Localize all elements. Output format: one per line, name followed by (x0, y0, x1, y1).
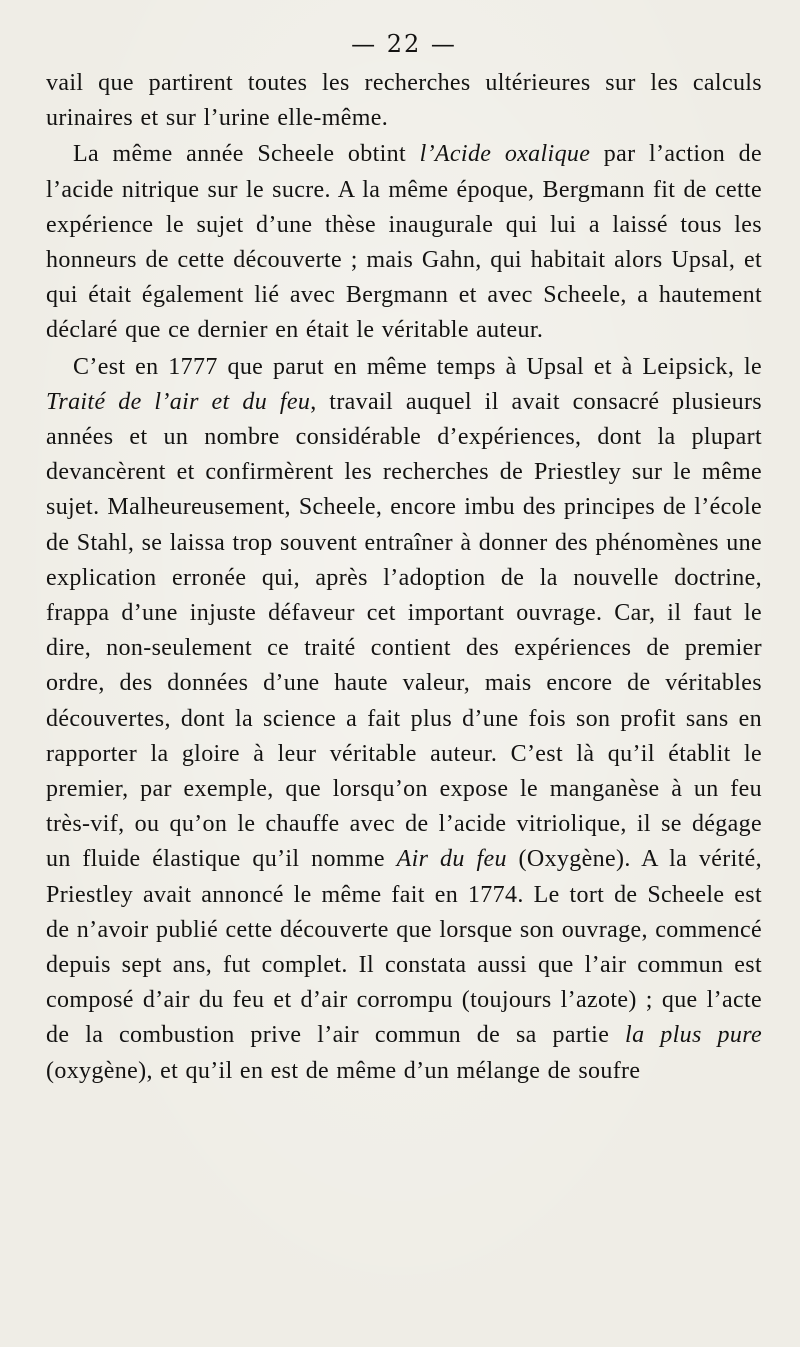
text-run: (Oxygène). A la vérité, Priestley avait annoncé le même fait en 1774. Le tort de Scheele est de n’avoir publié cette découverte que lorsque son ouvrage, commencé depuis sept ans, fut complet. Il constata aussi que l’air commun est composé d’air du feu et d’air corrompu (toujours l’azote) ; que l’acte de la combustion prive l’air commun de sa partie (46, 846, 762, 1049)
text-run: vail que partirent toutes les recherches ultérieures sur les calculs urinaires et sur l’urine elle-même. (46, 70, 762, 132)
paragraph (46, 137, 762, 348)
text-run: C’est en 1777 que parut en même temps à Upsal et à Leipsick, le (73, 353, 762, 380)
text-run: par l’action de l’acide nitrique sur le sucre. A la même époque, Bergmann fit de cette expérience le sujet d’une thèse inaugurale qui lui a laissé tous les honneurs de cette découverte ; mais Gahn, qui habitait alors Upsal, et qui était également lié avec Bergmann et avec Scheele, a hautement déclaré que ce dernier en était le véritable auteur. (46, 141, 762, 344)
page-number: — 22 — (351, 30, 457, 58)
italic-term: Air du feu (396, 846, 507, 873)
italic-title: Traité de l’air et du feu (46, 388, 311, 415)
text-run: , travail auquel il avait consacré plusieurs années et un nombre considérable d’expériences, dont la plupart devancèrent et confirmèrent les recherches de Priestley sur le même sujet. Malheureusement, Scheele, encore imbu des principes de l’école de Stahl, se laissa trop souvent entraîner à donner des phénomènes une explication erronée qui, après l’adoption de la nouvelle doctrine, frappa d’une injuste défaveur cet important ouvrage. Car, il faut le dire, non-seulement ce traité contient des expériences de premier ordre, des données d’une haute valeur, mais encore de véritables découvertes, dont la science a fait plus d’une fois son profit sans en rapporter la gloire à leur véritable auteur. C’est là qu’il établit le premier, par exemple, que lorsqu’on expose le manganèse à un feu très-vif, ou qu’on le chauffe avec de l’acide vitriolique, il se dégage un fluide élastique qu’il nomme (46, 388, 762, 873)
paragraph (46, 350, 762, 1089)
text-run: (oxygène), et qu’il en est de même d’un mélange de soufre (46, 1057, 641, 1084)
italic-term: l’Acide oxalique (419, 141, 591, 168)
italic-term: la plus pure (625, 1022, 762, 1049)
paragraph (46, 66, 762, 136)
text-run: La même année Scheele obtint (73, 141, 420, 168)
